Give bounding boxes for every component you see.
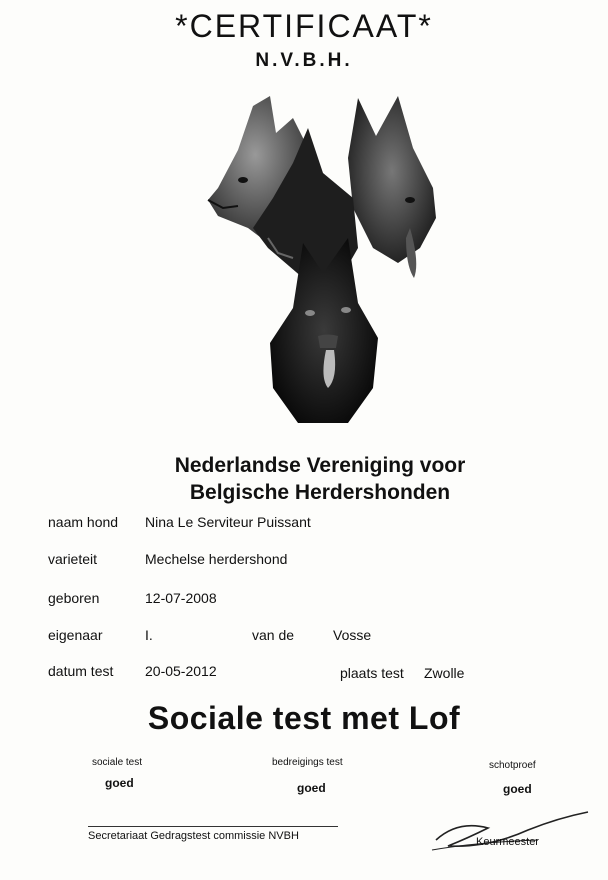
owner-initial: I. [145,627,153,643]
belgian-shepherd-dogs-emblem [198,88,448,423]
test-date-label: datum test [48,663,114,679]
test-value-social: goed [105,776,134,790]
association-line-1: Nederlandse Vereniging voor [174,454,466,477]
variety-value: Mechelse herdershond [145,551,288,567]
judge-signature [428,800,603,860]
born-value: 12-07-2008 [145,590,217,606]
judge-label: Keurmeester [476,836,539,848]
secretariat-signature-line [88,826,338,827]
test-label-gunshot: schotproef [489,760,536,771]
name-label: naam hond [48,514,119,530]
test-value-gunshot: goed [503,782,532,796]
owner-prefix: van de [252,627,295,643]
tervueren-head [348,96,436,278]
association-name [0,452,608,506]
variety-label: varieteit [48,551,98,567]
test-place-value: Zwolle [424,665,465,681]
result-heading: Sociale test met Lof [147,700,461,736]
owner-surname: Vosse [333,627,372,643]
certificate-subtitle: N.V.B.H. [255,50,353,71]
born-label: geboren [48,590,100,606]
owner-label: eigenaar [48,627,103,643]
test-label-threat: bedreigings test [272,757,343,768]
test-label-social: sociale test [92,757,143,768]
name-value: Nina Le Serviteur Puissant [145,514,311,530]
certificate-title: *CERTIFICAAT* [175,8,433,44]
secretariat-label: Secretariaat Gedragstest commissie NVBH [88,830,299,842]
association-line-2: Belgische Herdershonden [189,481,451,504]
test-value-threat: goed [297,781,326,795]
test-date-value: 20-05-2012 [145,663,217,679]
test-place-label: plaats test [340,665,404,681]
